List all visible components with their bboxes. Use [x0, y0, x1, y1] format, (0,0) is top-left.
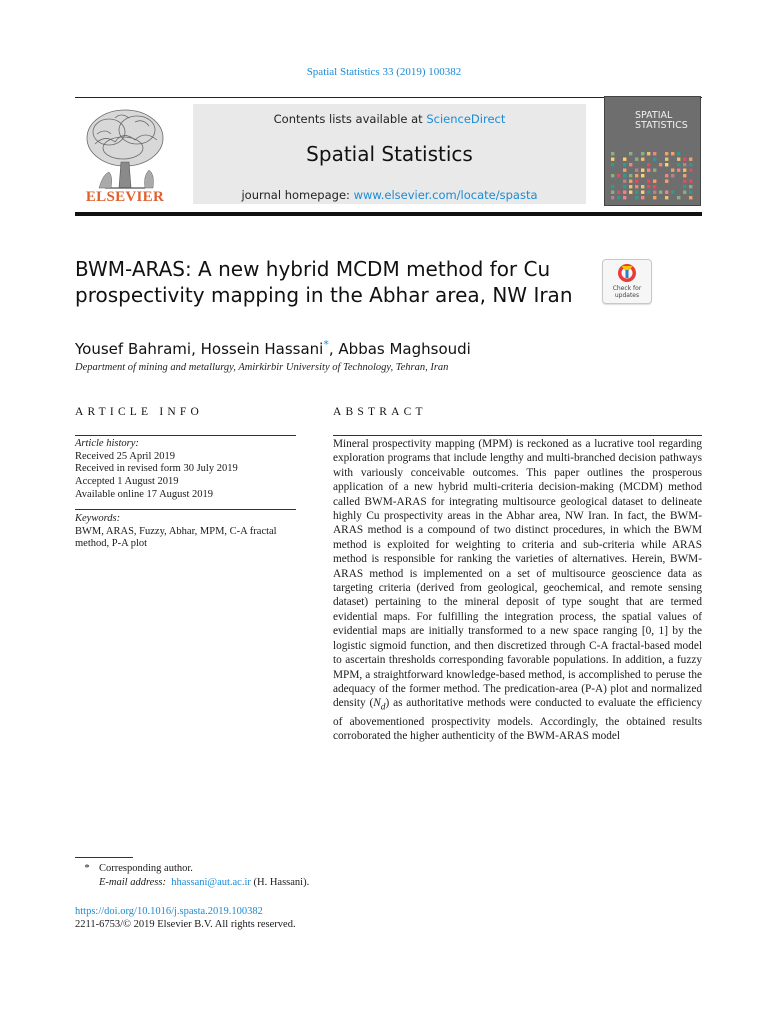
author-name[interactable]: Abbas Maghsoudi [338, 340, 471, 358]
abstract-text-part: Mineral prospectivity mapping (MPM) is reckoned as a lucrative tool regarding exploration programs that include lengthy and multi-branched decision pathways with variously conceivable outcomes. This paper outlines the prosperous application of a new hybrid multi-criteria decision-making (MCDM) method called BWM-ARAS for integrating multisource geological dataset to delineate highly Cu prospectivity areas in the Abhar area, NW Iran. In fact, the BWM-ARAS method is a compound of two distinct procedures, in which the BWM method is exploited for weighting to criteria and sub-criteria while ARAS method is responsible for ranking the varieties of alternatives. Herein, BWM-ARAS method is implemented on a set of multisource geoscience data as targeting criteria (derived from geological, geochemical, and remote sensing dataset) pertaining to the mineral deposit of type sought that are termed evidential maps. For fulfilling the integration process, the spatial values of evidential maps are initially transformed to a new space ranging [0, 1] by the logistic sigmoid function, and then discretized through C-A fractal-based model to ascertain thresholds corresponding favorable populations. In addition, a fuzzy MPM, a straightforward knowledge-based method, is accomplished to peruse the adequacy of the former method. The predication-area (P-A) plot and normalized density ( [333, 438, 702, 710]
cover-title: SPATIAL STATISTICS [635, 110, 688, 131]
journal-title: Spatial Statistics [306, 142, 473, 166]
cover-dot [611, 163, 614, 166]
cover-dot [617, 174, 620, 177]
homepage-prefix: journal homepage: [241, 188, 354, 202]
keywords-block [75, 513, 300, 551]
journal-homepage-link[interactable]: www.elsevier.com/locate/spasta [353, 188, 538, 202]
footnote-star: * [84, 863, 90, 874]
email-footnote [99, 877, 599, 888]
cover-dot [629, 174, 632, 177]
author-list [75, 338, 675, 358]
cover-dot [635, 196, 638, 199]
cover-dot [665, 191, 668, 194]
cover-dot [641, 158, 644, 161]
article-info-rule [75, 435, 296, 436]
cover-dot [665, 196, 668, 199]
doi-link[interactable]: https://doi.org/10.1016/j.spasta.2019.100382 [75, 906, 263, 917]
journal-cover-thumbnail[interactable] [604, 96, 701, 206]
email-suffix: (H. Hassani). [250, 877, 310, 888]
header-bottom-rule [75, 212, 702, 216]
cover-dot [611, 158, 614, 161]
cover-dot [623, 169, 626, 172]
homepage-line [193, 188, 586, 202]
cover-dot [659, 191, 662, 194]
cover-dot [683, 158, 686, 161]
cover-dot [641, 191, 644, 194]
author-name[interactable]: Hossein Hassani [200, 340, 324, 358]
cover-dot [611, 185, 614, 188]
history-item: Received 25 April 2019 [75, 450, 176, 462]
cover-dot [653, 169, 656, 172]
cover-dot [629, 180, 632, 183]
cover-dot [635, 174, 638, 177]
cover-dot [641, 196, 644, 199]
cover-dot [689, 191, 692, 194]
article-history [75, 438, 300, 502]
cover-dot-pattern [605, 97, 700, 205]
cover-dot [635, 180, 638, 183]
cover-dot [635, 158, 638, 161]
nd-symbol: N [373, 697, 381, 710]
abstract-text-part: ) as authoritative methods were conducted to evaluate the efficiency of abovementioned prospectivity models. Accordingly, the obtained results corroborated the higher authenticity of the BWM-ARAS model [333, 697, 702, 743]
paper-title: BWM-ARAS: A new hybrid MCDM method for Cu prospectivity mapping in the Abhar area, NW Iran [75, 257, 573, 307]
cover-dot [629, 163, 632, 166]
cover-dot [683, 169, 686, 172]
check-for-updates-button[interactable] [602, 259, 652, 304]
cover-dot [611, 152, 614, 155]
cover-dot [689, 180, 692, 183]
email-link[interactable]: hhassani@aut.ac.ir [171, 877, 251, 888]
corresponding-author-text: Corresponding author. [99, 863, 193, 874]
cover-dot [611, 174, 614, 177]
cover-dot [647, 169, 650, 172]
cover-dot [629, 152, 632, 155]
abstract-text [333, 437, 702, 744]
cover-dot [635, 185, 638, 188]
check-for-updates-label: Check for updates [612, 285, 642, 299]
cover-dot [647, 191, 650, 194]
journal-header-box [193, 104, 586, 204]
contents-prefix: Contents lists available at [273, 112, 427, 126]
cover-dot [677, 196, 680, 199]
cover-dot [641, 152, 644, 155]
keywords-rule [75, 509, 296, 510]
history-item: Available online 17 August 2019 [75, 488, 214, 500]
cover-dot [689, 169, 692, 172]
cover-dot [677, 169, 680, 172]
keywords-label: Keywords: [75, 513, 121, 524]
cover-dot [641, 174, 644, 177]
cover-dot [659, 163, 662, 166]
keywords-list: BWM, ARAS, Fuzzy, Abhar, MPM, C-A fractal method, P-A plot [75, 525, 277, 550]
cover-dot [629, 191, 632, 194]
cover-dot [689, 163, 692, 166]
article-history-label: Article history: [75, 438, 139, 449]
cover-dot [623, 180, 626, 183]
cover-dot [623, 191, 626, 194]
cover-dot [623, 196, 626, 199]
cover-dot [689, 158, 692, 161]
cover-dot [683, 174, 686, 177]
copyright-notice: 2211-6753/© 2019 Elsevier B.V. All rights reserved. [75, 919, 296, 930]
corresponding-author-mark[interactable]: * [323, 338, 329, 351]
cover-dot [689, 185, 692, 188]
crossmark-icon [603, 260, 651, 286]
author-separator: , [191, 340, 201, 358]
cover-dot [623, 185, 626, 188]
cover-dot [665, 174, 668, 177]
cover-dot [677, 158, 680, 161]
sciencedirect-link[interactable]: ScienceDirect [426, 112, 506, 126]
cover-dot [677, 152, 680, 155]
cover-dot [623, 163, 626, 166]
cover-dot [683, 191, 686, 194]
author-affiliation: Department of mining and metallurgy, Amirkirbir University of Technology, Tehran, Iran [75, 362, 449, 373]
cover-dot [653, 180, 656, 183]
cover-dot [683, 180, 686, 183]
cover-dot [647, 152, 650, 155]
cover-dot [647, 180, 650, 183]
nd-subscript: d [380, 702, 386, 713]
cover-dot [611, 191, 614, 194]
cover-dot [671, 191, 674, 194]
article-info-heading: ARTICLE INFO [75, 406, 203, 418]
footnote-rule [75, 857, 133, 858]
elsevier-wordmark: ELSEVIER [85, 189, 165, 205]
journal-reference-link[interactable]: Spatial Statistics 33 (2019) 100382 [306, 66, 462, 78]
history-item: Accepted 1 August 2019 [75, 476, 179, 488]
cover-dot [653, 196, 656, 199]
abstract-rule [333, 435, 702, 436]
cover-dot [635, 191, 638, 194]
cover-dot [677, 163, 680, 166]
cover-dot [653, 152, 656, 155]
author-name[interactable]: Yousef Bahrami [75, 340, 192, 358]
cover-dot [665, 158, 668, 161]
author-separator: , [328, 340, 339, 358]
cover-dot [617, 191, 620, 194]
contents-line [193, 112, 586, 126]
cover-dot [617, 196, 620, 199]
cover-dot [665, 152, 668, 155]
cover-dot [689, 196, 692, 199]
corresponding-author-footnote [75, 863, 575, 874]
cover-dot [641, 169, 644, 172]
cover-dot [671, 152, 674, 155]
cover-dot [653, 185, 656, 188]
cover-dot [635, 169, 638, 172]
cover-dot [653, 191, 656, 194]
cover-dot [683, 163, 686, 166]
cover-dot [647, 163, 650, 166]
cover-dot [647, 185, 650, 188]
email-label: E-mail address: [99, 877, 166, 888]
cover-dot [623, 174, 626, 177]
abstract-heading: ABSTRACT [333, 406, 427, 418]
cover-dot [653, 158, 656, 161]
history-item: Received in revised form 30 July 2019 [75, 463, 238, 475]
cover-dot [665, 163, 668, 166]
cover-dot [623, 158, 626, 161]
cover-dot [641, 185, 644, 188]
cover-dot [629, 185, 632, 188]
cover-dot [611, 196, 614, 199]
cover-dot [683, 185, 686, 188]
cover-dot [665, 180, 668, 183]
cover-dot [671, 169, 674, 172]
cover-dot [671, 174, 674, 177]
